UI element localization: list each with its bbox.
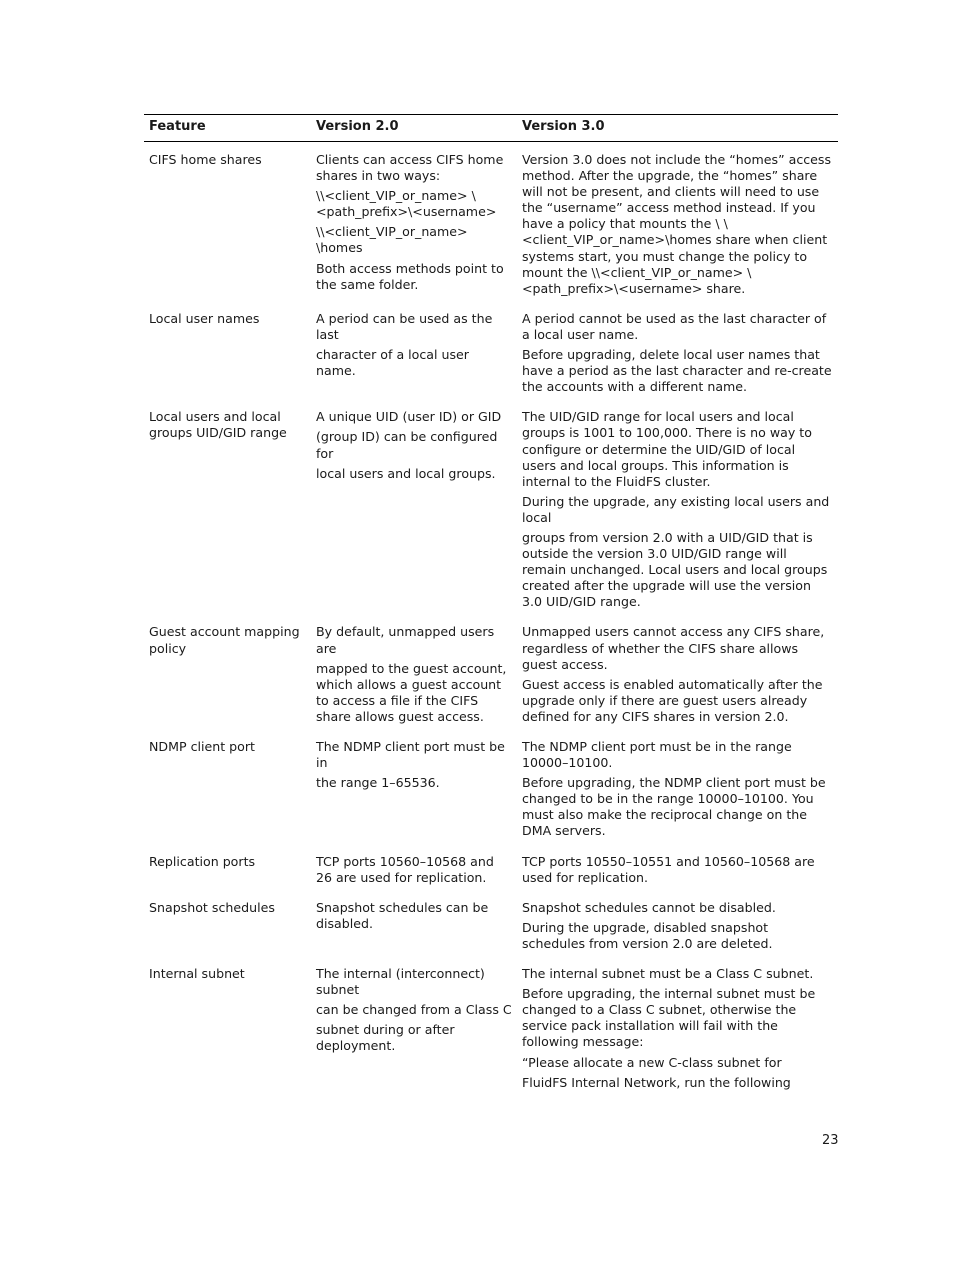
cell-paragraph: Replication ports — [149, 853, 256, 869]
cell-paragraph: “Please allocate a new C-class subnet for — [522, 1054, 782, 1070]
table-row — [144, 846, 838, 892]
table-row — [144, 401, 838, 616]
cell-paragraph: A period can be used as the last — [316, 310, 493, 342]
table-row — [144, 892, 838, 958]
table-row — [144, 958, 838, 1097]
cell-paragraph: groups from version 2.0 with a UID/GID that is outside the version 3.0 UID/GID range will remain unchanged. Local users and local groups created after the upgrade will use the version 3.0 UID/GID range. — [522, 529, 828, 610]
cell-paragraph: Guest account mapping policy — [149, 624, 300, 656]
cell-paragraph: Local user names — [149, 310, 260, 326]
version-2-cell — [311, 303, 517, 401]
cell-paragraph: \\<client_VIP_or_name> \<path_prefix>\<username> — [316, 188, 497, 220]
cell-paragraph: mapped to the guest account, which allows a guest account to access a file if the CIFS share allows guest access. — [316, 660, 507, 724]
table-header — [144, 115, 838, 142]
version-2-cell — [311, 401, 517, 616]
cell-paragraph: character of a local user name. — [316, 347, 469, 379]
feature-comparison-table — [144, 114, 838, 1097]
header-feature: Feature — [144, 115, 311, 142]
cell-paragraph: Unmapped users cannot access any CIFS share, regardless of whether the CIFS share allows guest access. — [522, 624, 825, 672]
cell-paragraph: Snapshot schedules — [149, 899, 275, 915]
table-row — [144, 303, 838, 401]
cell-paragraph: Snapshot schedules cannot be disabled. — [522, 899, 776, 915]
version-3-cell — [517, 616, 838, 731]
cell-paragraph: The NDMP client port must be in — [316, 739, 505, 771]
version-2-cell — [311, 731, 517, 846]
table-row — [144, 142, 838, 303]
cell-paragraph: Local users and local groups UID/GID range — [149, 409, 287, 441]
version-3-cell — [517, 958, 838, 1097]
cell-paragraph: The UID/GID range for local users and local groups is 1001 to 100,000. There is no way to configure or determine the UID/GID of local users and local groups. This information is internal to the FluidFS cluster. — [522, 409, 812, 489]
cell-paragraph: Version 3.0 does not include the “homes” access method. After the upgrade, the “homes” share will not be present, and clients will need to use the “username” access method instead. If you have a policy that mounts the \ \<client_VIP_or_name>\homes share when client systems start, you must change the policy to mount the \\<client_VIP_or_name> \<path_prefix>\<username> share. — [522, 152, 832, 296]
version-3-cell — [517, 846, 838, 892]
cell-paragraph: During the upgrade, disabled snapshot schedules from version 2.0 are deleted. — [522, 919, 773, 951]
feature-cell — [144, 892, 311, 958]
cell-paragraph: can be changed from a Class C — [316, 1002, 512, 1018]
version-3-cell — [517, 401, 838, 616]
version-3-cell — [517, 892, 838, 958]
feature-cell — [144, 142, 311, 303]
cell-paragraph: FluidFS Internal Network, run the following — [522, 1074, 791, 1090]
cell-paragraph: CIFS home shares — [149, 152, 262, 167]
header-version-3: Version 3.0 — [517, 115, 838, 142]
version-2-cell — [311, 958, 517, 1097]
cell-paragraph: (group ID) can be configured for — [316, 429, 498, 461]
cell-paragraph: subnet during or after deployment. — [316, 1022, 455, 1054]
header-version-2: Version 2.0 — [311, 115, 517, 142]
feature-cell — [144, 731, 311, 846]
feature-cell — [144, 846, 311, 892]
cell-paragraph: A period cannot be used as the last character of a local user name. — [522, 310, 827, 342]
version-2-cell — [311, 616, 517, 731]
version-2-cell — [311, 846, 517, 892]
cell-paragraph: The internal (interconnect) subnet — [316, 966, 485, 998]
cell-paragraph: Both access methods point to the same folder. — [316, 260, 504, 292]
table-body — [144, 142, 838, 1097]
version-2-cell — [311, 892, 517, 958]
cell-paragraph: TCP ports 10550–10551 and 10560–10568 are used for replication. — [522, 853, 815, 885]
cell-paragraph: By default, unmapped users are — [316, 624, 495, 656]
table-row — [144, 731, 838, 846]
cell-paragraph: Before upgrading, the internal subnet must be changed to a Class C subnet, otherwise the service pack installation will fail with the following message: — [522, 986, 816, 1050]
cell-paragraph: Before upgrading, delete local user names that have a period as the last character and re-create the accounts with a different name. — [522, 347, 832, 395]
version-3-cell — [517, 142, 838, 303]
table-row — [144, 616, 838, 731]
cell-paragraph: Clients can access CIFS home shares in two ways: — [316, 152, 504, 184]
cell-paragraph: TCP ports 10560–10568 and 26 are used for replication. — [316, 853, 494, 885]
version-3-cell — [517, 303, 838, 401]
cell-paragraph: NDMP client port — [149, 739, 255, 754]
cell-paragraph: The internal subnet must be a Class C subnet. — [522, 966, 814, 982]
cell-paragraph: The NDMP client port must be in the range 10000–10100. — [522, 739, 792, 771]
feature-cell — [144, 303, 311, 401]
page-number: 23 — [822, 1133, 839, 1148]
cell-paragraph: A unique UID (user ID) or GID — [316, 409, 502, 425]
feature-cell — [144, 401, 311, 616]
cell-paragraph: Before upgrading, the NDMP client port must be changed to be in the range 10000–10100. You must also make the reciprocal change on the DMA servers. — [522, 775, 826, 839]
cell-paragraph: local users and local groups. — [316, 465, 496, 481]
cell-paragraph: \\<client_VIP_or_name> \homes — [316, 224, 468, 256]
version-3-cell — [517, 731, 838, 846]
cell-paragraph: Internal subnet — [149, 966, 245, 982]
feature-cell — [144, 616, 311, 731]
feature-cell — [144, 958, 311, 1097]
header-row — [144, 115, 838, 142]
version-2-cell — [311, 142, 517, 303]
cell-paragraph: Guest access is enabled automatically after the upgrade only if there are guest users already defined for any CIFS shares in version 2.0. — [522, 676, 823, 724]
cell-paragraph: the range 1–65536. — [316, 775, 440, 791]
cell-paragraph: Snapshot schedules can be disabled. — [316, 899, 489, 931]
cell-paragraph: During the upgrade, any existing local users and local — [522, 493, 830, 525]
